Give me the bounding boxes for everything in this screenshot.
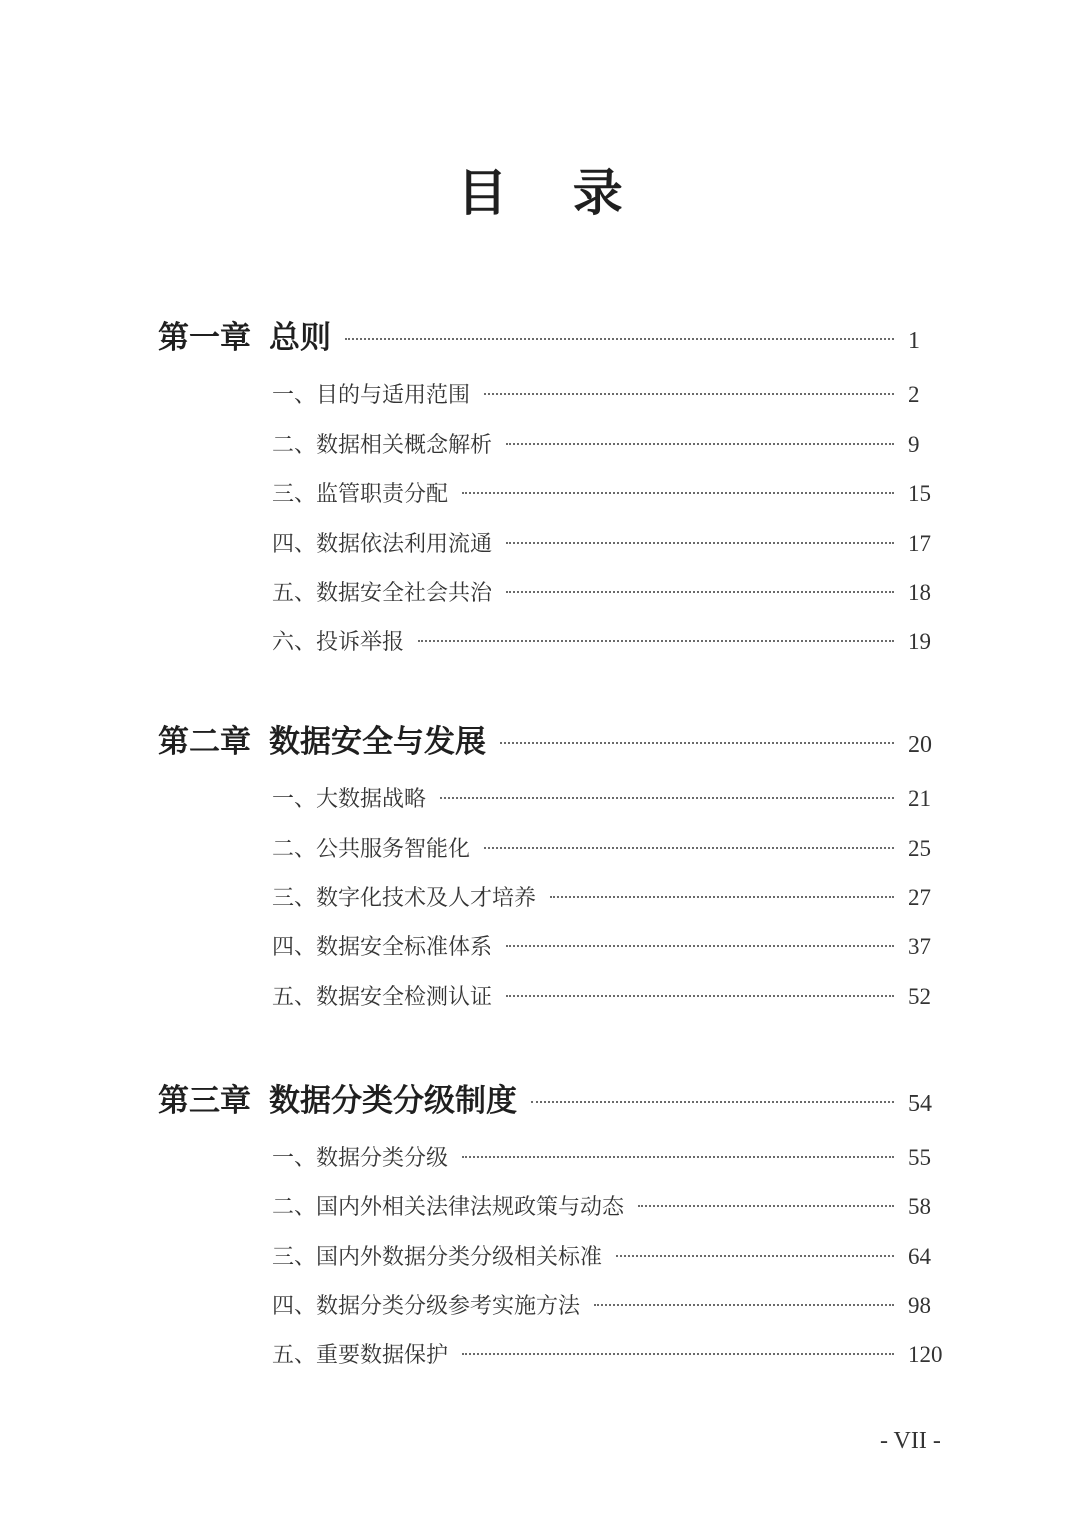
section-page-number: 58 (908, 1194, 931, 1219)
dot-leader (500, 742, 894, 744)
chapter-title: 总则 (269, 320, 331, 356)
section-page-number: 98 (908, 1293, 931, 1318)
chapter-title: 数据安全与发展 (269, 724, 486, 760)
dot-leader (462, 1353, 894, 1355)
dot-leader (506, 443, 894, 445)
toc-section[interactable] (272, 527, 948, 561)
section-label: 三、数字化技术及人才培养 (272, 886, 537, 911)
chapter-number: 第三章 (158, 1083, 251, 1119)
chapter-page-number: 1 (908, 328, 920, 354)
section-page-number: 9 (908, 432, 920, 457)
chapter-label (158, 312, 331, 357)
section-page-number: 52 (908, 984, 931, 1009)
dot-leader (506, 945, 894, 947)
dot-leader (484, 393, 894, 395)
section-page-number: 15 (908, 481, 931, 506)
dot-leader (462, 1156, 894, 1158)
dot-leader (484, 847, 894, 849)
toc-section[interactable] (272, 980, 948, 1014)
section-label: 三、监管职责分配 (272, 482, 449, 507)
section-label: 五、重要数据保护 (272, 1343, 449, 1368)
section-label: 三、国内外数据分类分级相关标准 (272, 1245, 603, 1270)
section-page-number: 55 (908, 1145, 931, 1170)
toc-section[interactable] (272, 930, 948, 964)
toc-section[interactable] (272, 782, 948, 816)
section-label: 五、数据安全社会共治 (272, 581, 493, 606)
toc-section[interactable] (272, 1338, 948, 1372)
toc-chapter-2[interactable] (158, 716, 948, 760)
section-page-number: 37 (908, 934, 931, 959)
toc-section[interactable] (272, 881, 948, 915)
toc-section[interactable] (272, 576, 948, 610)
dot-leader (594, 1304, 894, 1306)
chapter-label (158, 1075, 517, 1120)
chapter-number: 第二章 (158, 724, 251, 760)
toc-section[interactable] (272, 428, 948, 462)
section-page-number: 2 (908, 382, 920, 407)
toc-section[interactable] (272, 378, 948, 412)
chapter-title: 数据分类分级制度 (269, 1083, 517, 1119)
chapter-page-number: 20 (908, 732, 932, 758)
section-label: 四、数据安全标准体系 (272, 935, 493, 960)
dot-leader (638, 1205, 894, 1207)
dot-leader (345, 338, 894, 340)
chapter-label (158, 716, 486, 761)
section-page-number: 18 (908, 580, 931, 605)
dot-leader (506, 542, 894, 544)
chapter-number: 第一章 (158, 320, 251, 356)
toc-section[interactable] (272, 1289, 948, 1323)
footer-page-number: - VII - (880, 1428, 941, 1454)
toc-section[interactable] (272, 477, 948, 511)
section-page-number: 27 (908, 885, 931, 910)
section-page-number: 120 (908, 1342, 943, 1367)
section-label: 一、大数据战略 (272, 787, 427, 812)
section-label: 四、数据依法利用流通 (272, 532, 493, 557)
section-label: 五、数据安全检测认证 (272, 985, 493, 1010)
section-label: 二、国内外相关法律法规政策与动态 (272, 1195, 625, 1220)
toc-section[interactable] (272, 832, 948, 866)
toc-chapter-3[interactable] (158, 1075, 948, 1119)
toc-chapter-1[interactable] (158, 312, 948, 356)
section-label: 六、投诉举报 (272, 630, 405, 655)
section-label: 二、数据相关概念解析 (272, 433, 493, 458)
section-label: 四、数据分类分级参考实施方法 (272, 1294, 581, 1319)
toc-section[interactable] (272, 1240, 948, 1274)
section-page-number: 21 (908, 786, 931, 811)
toc-section[interactable] (272, 625, 948, 659)
dot-leader (462, 492, 894, 494)
dot-leader (550, 896, 894, 898)
section-label: 一、数据分类分级 (272, 1146, 449, 1171)
dot-leader (418, 640, 894, 642)
section-page-number: 64 (908, 1244, 931, 1269)
toc-section[interactable] (272, 1190, 948, 1224)
section-page-number: 17 (908, 531, 931, 556)
dot-leader (531, 1101, 894, 1103)
section-label: 一、目的与适用范围 (272, 383, 471, 408)
dot-leader (440, 797, 894, 799)
chapter-page-number: 54 (908, 1091, 932, 1117)
section-label: 二、公共服务智能化 (272, 837, 471, 862)
dot-leader (616, 1255, 894, 1257)
section-page-number: 19 (908, 629, 931, 654)
page-title: 目 录 (457, 163, 647, 222)
section-page-number: 25 (908, 836, 931, 861)
dot-leader (506, 591, 894, 593)
dot-leader (506, 995, 894, 997)
toc-section[interactable] (272, 1141, 948, 1175)
